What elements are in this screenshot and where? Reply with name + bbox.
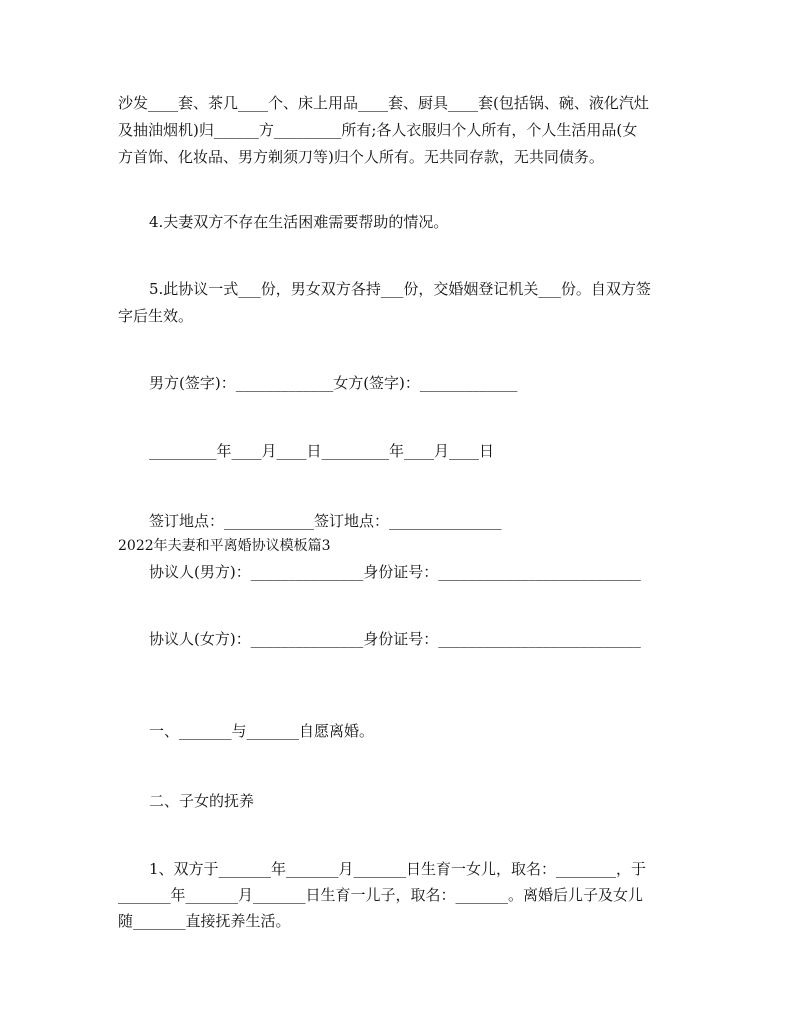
signing-place-line: 签订地点：____________签订地点：_______________ [149, 512, 502, 530]
property-paragraph-line-2: 及抽油烟机)归______方_________所有;各人衣服归个人所有，个人生活用品(女 [118, 121, 638, 139]
child-clause-line-1: 1、双方于_______年_______月_______日生育一女儿，取名：________，于 [149, 860, 647, 878]
clause-5-line-2: 字后生效。 [118, 307, 194, 325]
item-1: 一、_______与_______自愿离婚。 [149, 722, 375, 740]
party-male-line: 协议人(男方)：_______________身份证号：___________________________ [149, 563, 641, 581]
clause-4: 4.夫妻双方不存在生活困难需要帮助的情况。 [149, 213, 449, 231]
clause-5-line-1: 5.此协议一式___份，男女双方各持___份，交婚姻登记机关___份。自双方签 [149, 280, 651, 298]
date-line: _________年____月____日_________年____月____日 [149, 442, 495, 460]
property-paragraph-line-3: 方首饰、化妆品、男方剃须刀等)归个人所有。无共同存款，无共同债务。 [118, 148, 604, 166]
child-clause-line-2: _______年_______月_______日生育一儿子，取名：_______。离婚后儿子及女儿 [118, 886, 644, 904]
signature-line: 男方(签字)：_____________女方(签字)：_____________ [149, 374, 518, 392]
property-paragraph-line-1: 沙发____套、茶几____个、床上用品____套、厨具____套(包括锅、碗、液化汽灶 [118, 94, 649, 112]
child-clause-line-3: 随_______直接抚养生活。 [118, 912, 291, 930]
party-female-line: 协议人(女方)：_______________身份证号：___________________________ [149, 630, 641, 648]
section-title: 2022年夫妻和平离婚协议模板篇3 [118, 538, 331, 554]
item-2: 二、子女的抚养 [149, 792, 255, 810]
